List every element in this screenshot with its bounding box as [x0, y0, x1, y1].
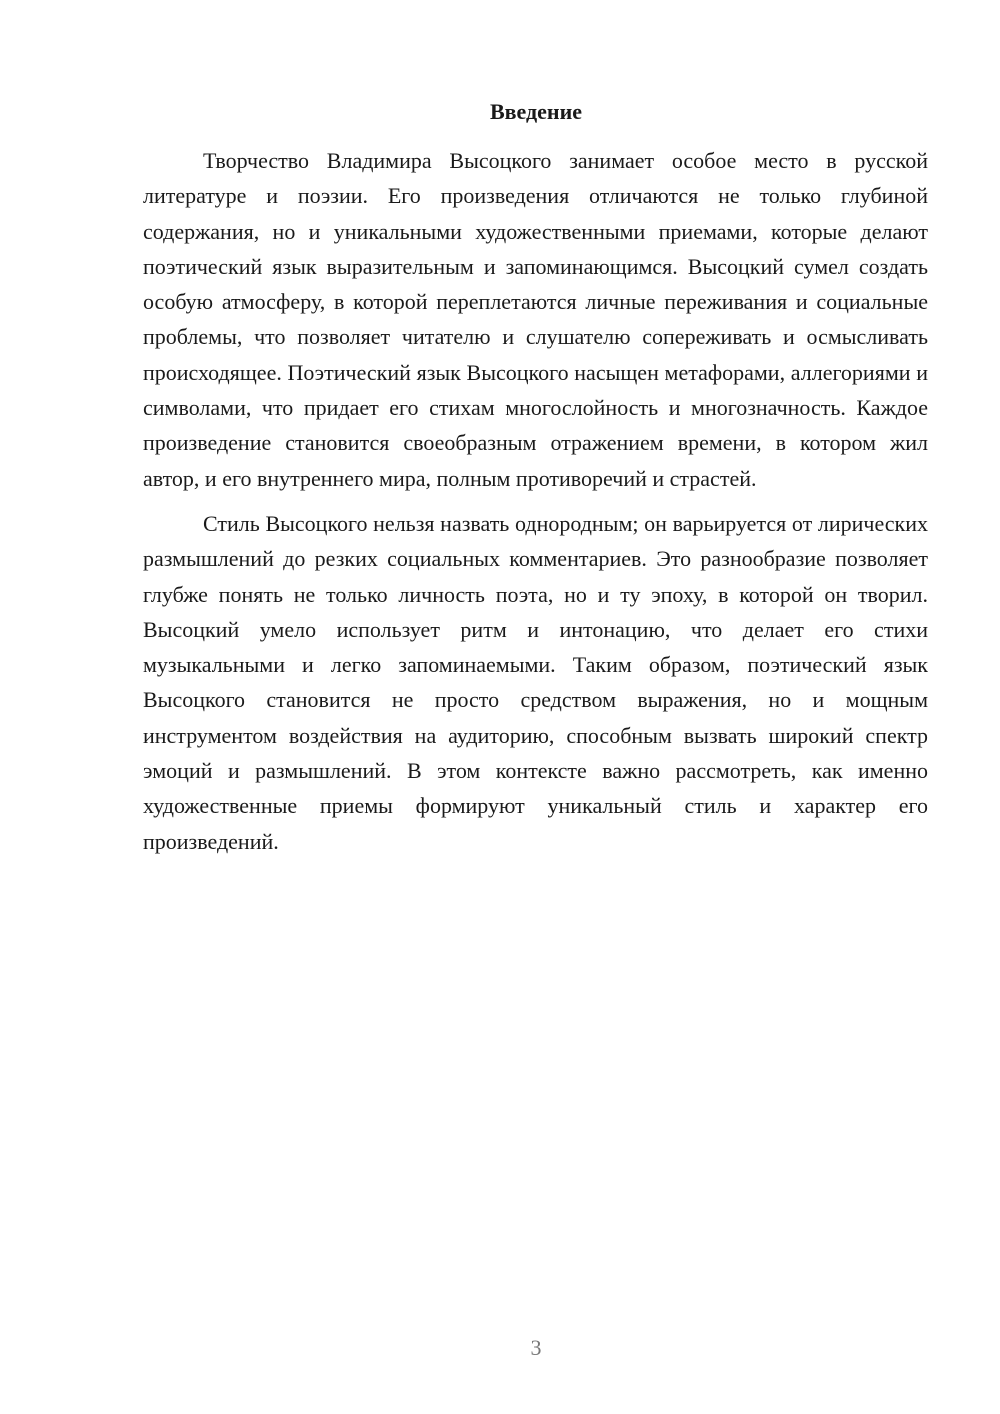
section-title: Введение — [489, 99, 583, 124]
body-text — [143, 143, 928, 859]
page-number: 3 — [530, 1335, 542, 1360]
paragraph-2: Стиль Высоцкого нельзя назвать однородным; он варьируется от лирических размышлений до резких социальных комментариев. Это разнообразие позволяет глубже понять не только личность поэта, но и ту эпоху, в которой он творил. Высоцкий умело использует ритм и интонацию, что делает его стихи музыкальными и легко запоминаемыми. Таким образом, поэтический язык Высоцкого становится не просто средством выражения, но и мощным инструментом воздействия на аудиторию, способным вызвать широкий спектр эмоций и размышлений. В этом контексте важно рассмотреть, как именно художественные приемы формируют уникальный стиль и характер его произведений. — [143, 510, 928, 854]
paragraph-1: Творчество Владимира Высоцкого занимает особое место в русской литературе и поэзии. Его произведения отличаются не только глубиной содержания, но и уникальными художественными приемами, которые делают поэтический язык выразительным и запоминающимся. Высоцкий сумел создать особую атмосферу, в которой переплетаются личные переживания и социальные проблемы, что позволяет читателю и слушателю сопереживать и осмысливать происходящее. Поэтический язык Высоцкого насыщен метафорами, аллегориями и символами, что придает его стихам многослойность и многозначность. Каждое произведение становится своеобразным отражением времени, в котором жил автор, и его внутреннего мира, полным противоречий и страстей. — [143, 148, 928, 491]
